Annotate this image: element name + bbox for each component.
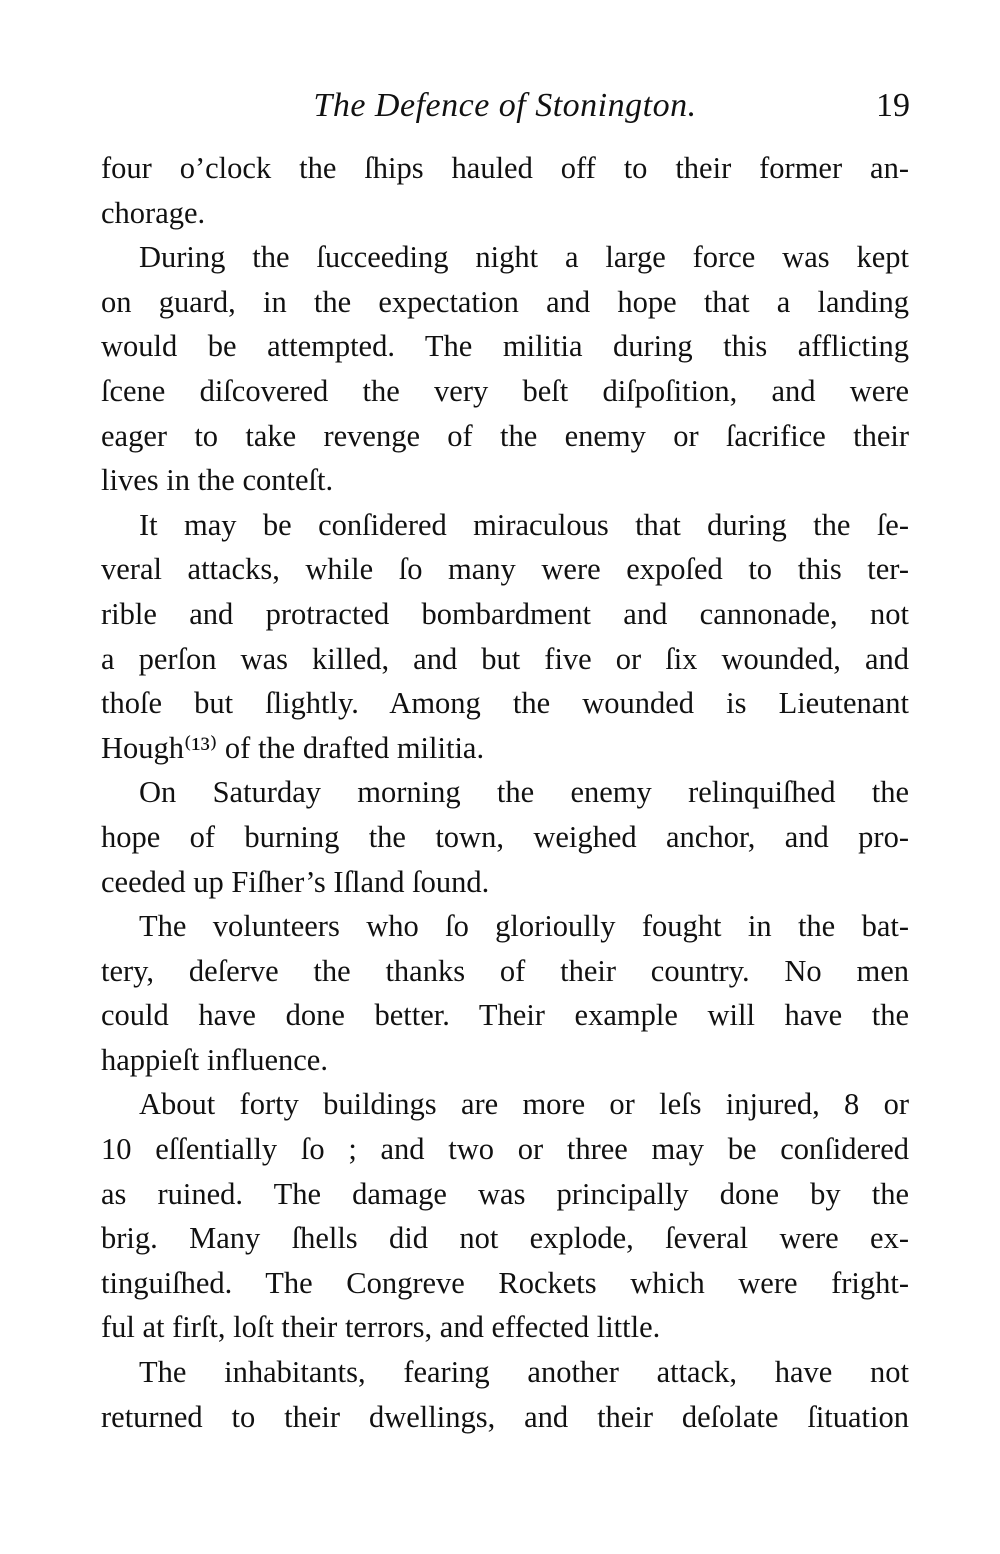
text-line: hope of burning the town, weighed anchor, and pro-	[101, 819, 909, 854]
text-line: About forty buildings are more or leſs injured, 8 or	[139, 1087, 909, 1122]
text-line: thoſe but ſlightly. Among the wounded is Lieutenant	[101, 686, 909, 721]
text-line: The volunteers who ſo glorioully fought in the bat-	[139, 909, 909, 944]
text-line: eager to take revenge of the enemy or ſacrifice their	[101, 418, 909, 453]
text-line: would be attempted. The militia during this afflicting	[101, 329, 909, 364]
text-line: It may be conſidered miraculous that during the ſe-	[139, 507, 909, 542]
running-head	[100, 84, 910, 128]
text-line: a perſon was killed, and but five or ſix wounded, and	[101, 641, 909, 676]
text-line: could have done better. Their example will have the	[101, 998, 909, 1033]
text-line: tery, deſerve the thanks of their country. No men	[101, 953, 909, 988]
running-title: The Defence of Stonington.	[313, 87, 697, 124]
text-line: Hough⁽¹³⁾ of the drafted militia.	[101, 730, 485, 765]
text-line: On Saturday morning the enemy relinquiſhed the	[139, 775, 909, 810]
text-line: During the ſucceeding night a large force was kept	[139, 240, 909, 275]
text-line: tinguiſhed. The Congreve Rockets which were fright-	[101, 1265, 909, 1300]
text-line: four o’clock the ſhips hauled off to their former an-	[101, 151, 909, 185]
text-line: as ruined. The damage was principally done by the	[101, 1176, 909, 1211]
body-text	[101, 146, 909, 1439]
page-number: 19	[876, 87, 910, 124]
text-line: ſcene diſcovered the very beſt diſpoſition, and were	[101, 373, 909, 408]
text-line: chorage.	[101, 195, 206, 230]
text-line: 10 eſſentially ſo ; and two or three may be conſidered	[101, 1132, 909, 1167]
text-line: ceeded up Fiſher’s Iſland ſound.	[101, 864, 490, 899]
text-line: The inhabitants, fearing another attack, have not	[139, 1355, 909, 1390]
text-line: on guard, in the expectation and hope that a landing	[101, 284, 909, 319]
text-line: returned to their dwellings, and their deſolate ſituation	[101, 1399, 909, 1434]
text-line: veral attacks, while ſo many were expoſed to this ter-	[101, 552, 909, 587]
text-line: lives in the conteſt.	[101, 463, 334, 498]
text-line: happieſt influence.	[101, 1042, 328, 1077]
text-line: rible and protracted bombardment and cannonade, not	[101, 596, 909, 631]
text-line: ful at firſt, loſt their terrors, and effected little.	[101, 1310, 661, 1345]
text-line: brig. Many ſhells did not explode, ſeveral were ex-	[101, 1221, 909, 1256]
